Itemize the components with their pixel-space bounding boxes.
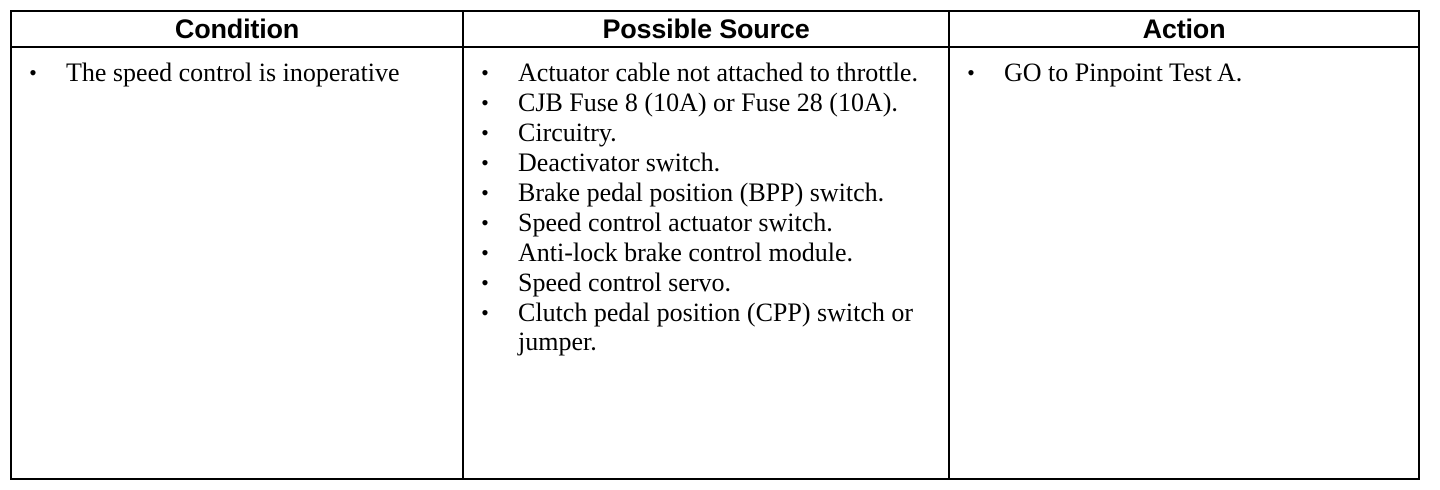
action-list: [950, 58, 1418, 87]
source-text: Anti-lock brake control module.: [518, 238, 854, 267]
source-text: Speed control servo.: [518, 268, 732, 297]
condition-cell: [12, 48, 464, 478]
bullet-icon: •: [29, 60, 37, 85]
header-source-label: Possible Source: [602, 13, 810, 44]
condition-list: [12, 58, 462, 87]
list-item: [950, 58, 1418, 87]
bullet-icon: •: [481, 240, 489, 265]
list-item: [464, 298, 948, 356]
source-text: Speed control actuator switch.: [518, 208, 833, 237]
header-condition-label: Condition: [174, 13, 300, 44]
condition-text: The speed control is inoperative: [66, 58, 400, 87]
source-text: Deactivator switch.: [518, 148, 721, 177]
list-item: [464, 238, 948, 267]
list-item: [464, 148, 948, 177]
header-condition: [12, 12, 464, 48]
list-item: [464, 178, 948, 207]
bullet-icon: •: [967, 60, 975, 85]
bullet-icon: •: [481, 270, 489, 295]
bullet-icon: •: [481, 120, 489, 145]
source-text: CJB Fuse 8 (10A) or Fuse 28 (10A).: [518, 88, 898, 117]
source-text: Circuitry.: [518, 118, 617, 147]
list-item: [12, 58, 462, 87]
action-text: GO to Pinpoint Test A.: [1004, 58, 1243, 87]
list-item: [464, 208, 948, 237]
source-text: Brake pedal position (BPP) switch.: [518, 178, 885, 207]
bullet-icon: •: [481, 90, 489, 115]
action-cell: [950, 48, 1418, 478]
bullet-icon: •: [481, 300, 489, 325]
list-item: [464, 118, 948, 147]
source-list: [464, 58, 948, 356]
bullet-icon: •: [481, 150, 489, 175]
header-possible-source: [464, 12, 950, 48]
source-text: Clutch pedal position (CPP) switch or jumper.: [518, 298, 914, 356]
bullet-icon: •: [481, 210, 489, 235]
bullet-icon: •: [481, 60, 489, 85]
list-item: [464, 88, 948, 117]
header-action: [950, 12, 1418, 48]
diagnosis-table: [10, 10, 1420, 480]
list-item: [464, 268, 948, 297]
possible-source-cell: [464, 48, 950, 478]
source-text: Actuator cable not attached to throttle.: [518, 58, 918, 87]
bullet-icon: •: [481, 180, 489, 205]
header-action-label: Action: [1142, 13, 1226, 44]
list-item: [464, 58, 948, 87]
